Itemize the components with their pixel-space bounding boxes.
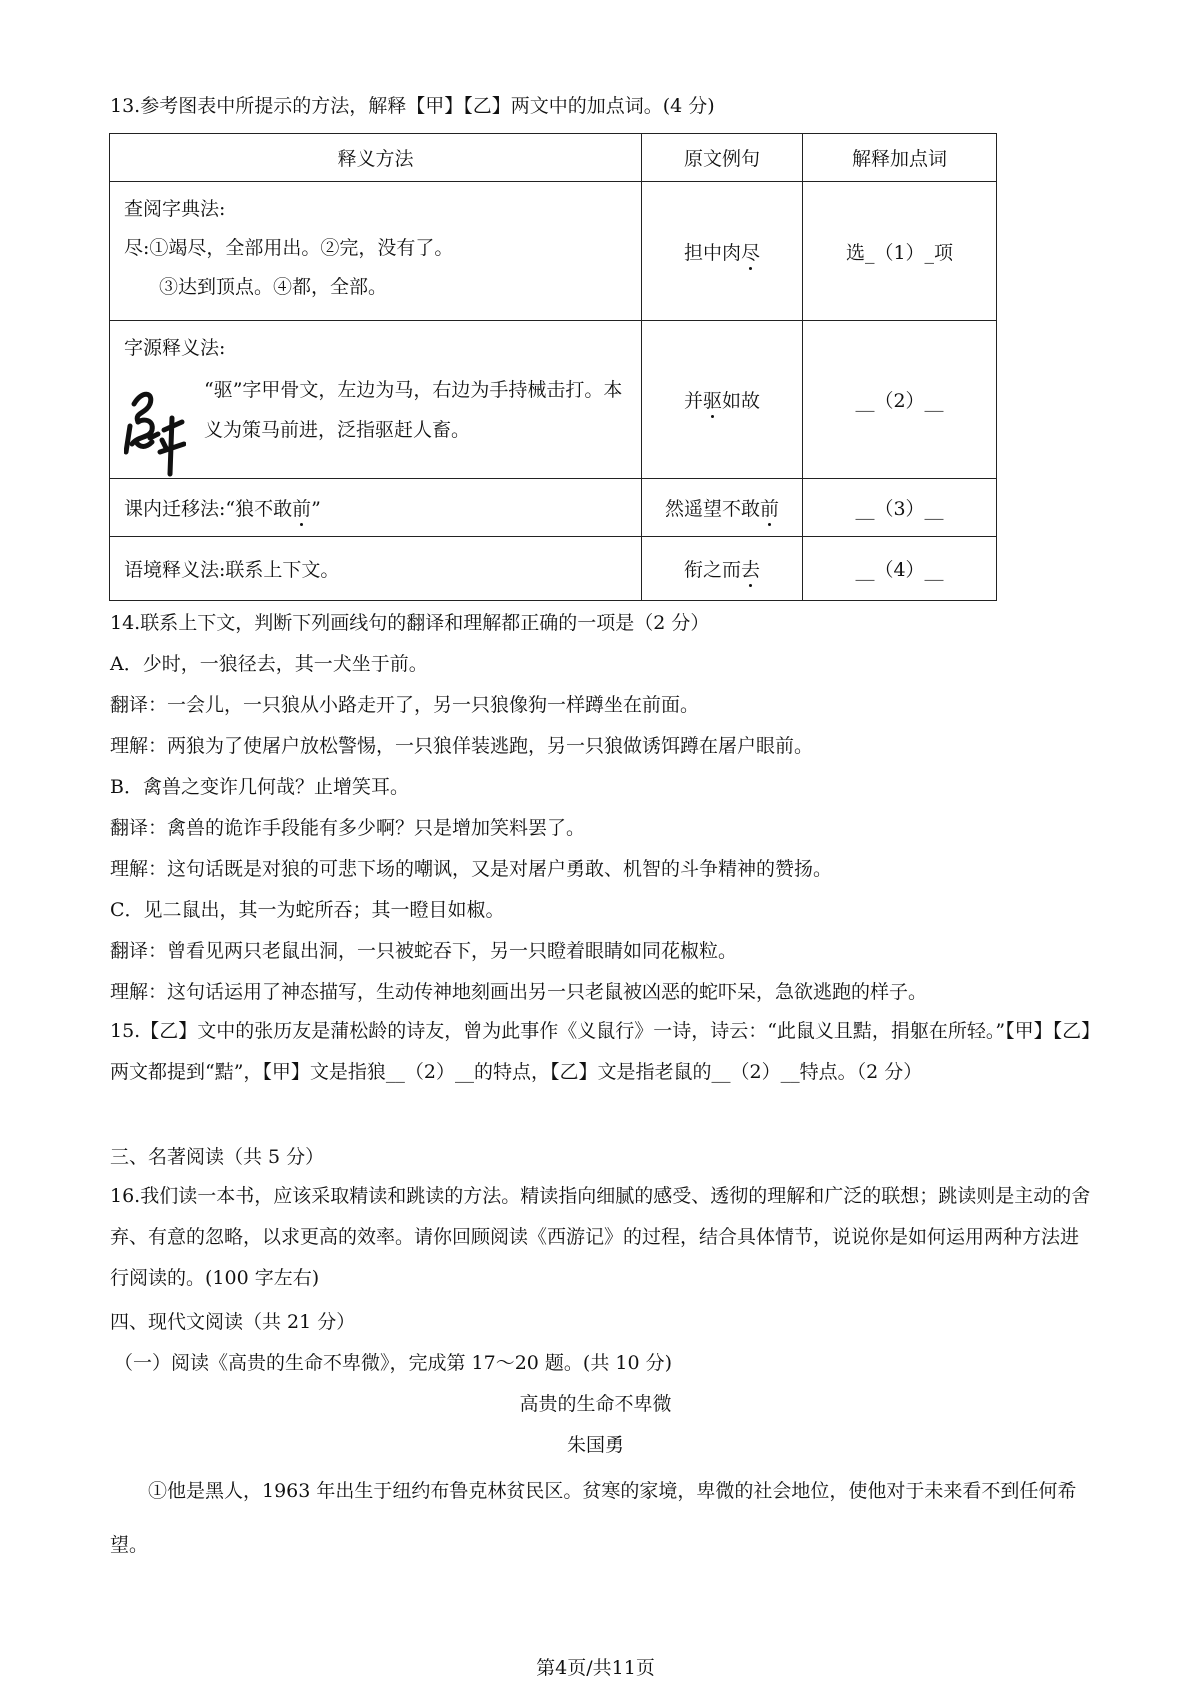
header-example: 原文例句 (642, 134, 803, 182)
example-sentence: 然遥望不敢前 (642, 479, 803, 537)
answer-blank: __（4）__ (803, 537, 997, 601)
q14-stem: 14.联系上下文，判断下列画线句的翻译和理解都正确的一项是（2 分） (110, 612, 710, 634)
q15-text: 15.【乙】文中的张历友是蒲松龄的诗友，曾为此事作《义鼠行》一诗，诗云：“此鼠义且黠，捐躯在所轻。”【甲】【乙】两文都提到“黠”，【甲】文是指狼__（2）__的特点，【乙】文是指老鼠的__（2）__特点。（2 分） (110, 1020, 1091, 1083)
table-header-row (110, 134, 997, 182)
dotted-word: 驱 (703, 386, 722, 413)
q14-understanding: 理解：这句话既是对狼的可悲下场的嘲讽，又是对屠户勇敢、机智的斗争精神的赞扬。 (110, 858, 833, 880)
table-row (110, 321, 997, 479)
q14-understanding: 理解：这句话运用了神态描写，生动传神地刻画出另一只老鼠被凶恶的蛇吓呆，急欲逃跑的样子。 (110, 981, 928, 1003)
q13-stem: 13.参考图表中所提示的方法，解释【甲】【乙】两文中的加点词。(4 分) (110, 95, 715, 117)
part-heading: （一）阅读《高贵的生命不卑微》，完成第 17～20 题。(共 10 分) (114, 1352, 673, 1374)
method-title: 字源释义法: (124, 337, 226, 359)
method-dictionary (110, 182, 642, 321)
header-answer: 解释加点词 (803, 134, 997, 182)
method-etymology (110, 321, 642, 479)
header-method: 释义方法 (110, 134, 642, 182)
table-row (110, 479, 997, 537)
table-row (110, 537, 997, 601)
dotted-word: 前 (292, 494, 311, 521)
dotted-word: 去 (741, 555, 760, 582)
q14-understanding: 理解：两狼为了使屠户放松警惕，一只狼佯装逃跑，另一只狼做诱饵蹲在屠户眼前。 (110, 735, 814, 757)
etymology-explanation: “驱”字甲骨文，左边为马，右边为手持械击打。本义为策马前进，泛指驱赶人畜。 (204, 379, 623, 441)
q14-translation: 翻译：禽兽的诡诈手段能有多少啊？只是增加笑料罢了。 (110, 817, 586, 839)
q14-translation: 翻译：一会儿，一只狼从小路走开了，另一只狼像狗一样蹲坐在前面。 (110, 694, 700, 716)
article-title: 高贵的生命不卑微 (519, 1393, 672, 1415)
q14-option-c: C．见二鼠出，其一为蛇所吞；其一瞪目如椒。 (110, 899, 505, 921)
page-footer: 第4页/共11页 (536, 1657, 655, 1679)
answer-blank: 选_（1）_项 (803, 182, 997, 321)
answer-blank: __（3）__ (803, 479, 997, 537)
q14-option-b: B．禽兽之变诈几何哉？止增笑耳。 (110, 776, 409, 798)
method-definition-line: ③达到顶点。④都，全部。 (159, 276, 388, 298)
article-author: 朱国勇 (566, 1434, 624, 1456)
example-sentence: 担中肉尽 (642, 182, 803, 321)
method-transfer: 课内迁移法:“狼不敢前” (110, 479, 642, 537)
q16-text: 16.我们读一本书，应该采取精读和跳读的方法。精读指向细腻的感受、透彻的理解和广泛的联想；跳读则是主动的舍弃、有意的忽略，以求更高的效率。请你回顾阅读《西游记》的过程，结合具体情节，说说你是如何运用两种方法进行阅读的。(100 字左右) (110, 1185, 1091, 1289)
method-definition-line: 尽:①竭尽，全部用出。②完，没有了。 (124, 237, 454, 259)
example-sentence: 并驱如故 (642, 321, 803, 479)
method-table (109, 133, 997, 601)
section-heading: 四、现代文阅读（共 21 分） (110, 1311, 356, 1333)
method-title: 查阅字典法: (124, 198, 226, 220)
q14-option-a: A．少时，一狼径去，其一犬坐于前。 (110, 653, 428, 675)
article-paragraph: ①他是黑人，1963 年出生于纽约布鲁克林贫民区。贫寒的家境，卑微的社会地位，使他对于未来看不到任何希望。 (110, 1480, 1077, 1556)
dotted-word: 尽 (741, 238, 760, 265)
example-sentence: 衔之而去 (642, 537, 803, 601)
table-row (110, 182, 997, 321)
q14-translation: 翻译：曾看见两只老鼠出洞，一只被蛇吞下，另一只瞪着眼睛如同花椒粒。 (110, 940, 738, 962)
section-heading: 三、名著阅读（共 5 分） (110, 1146, 325, 1168)
dotted-word: 前 (760, 494, 779, 521)
method-context: 语境释义法:联系上下文。 (110, 537, 642, 601)
oracle-bone-glyph-icon (124, 382, 186, 478)
answer-blank: __（2）__ (803, 321, 997, 479)
